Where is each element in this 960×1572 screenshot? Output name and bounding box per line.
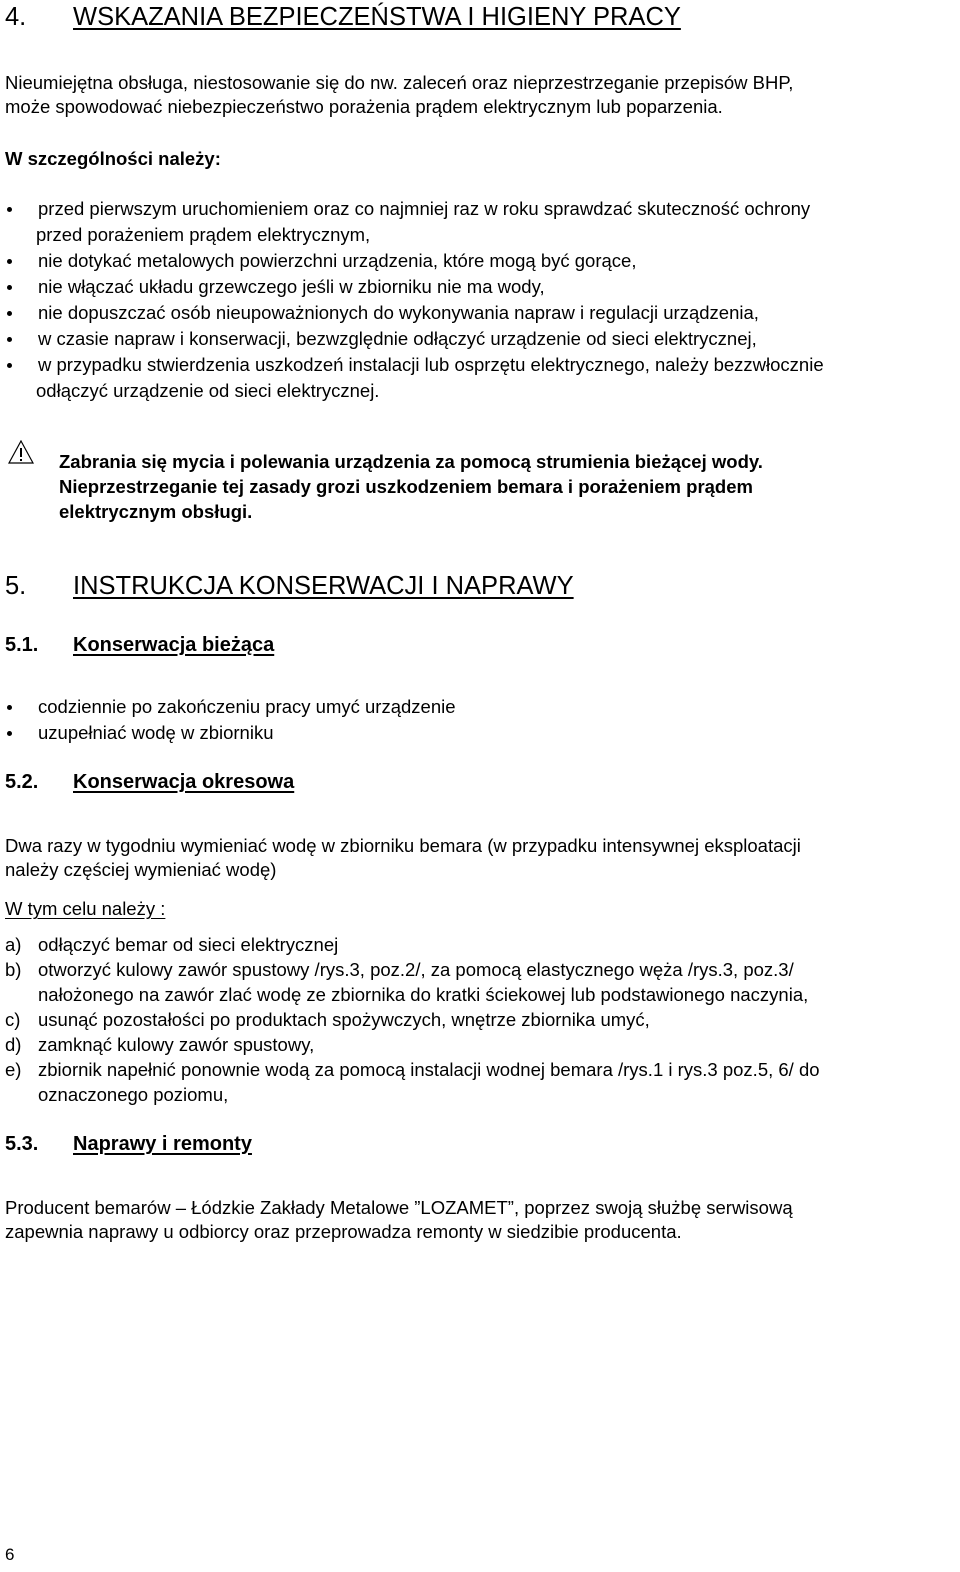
section-4-number: 4. — [5, 3, 27, 31]
section-5-1-title: Konserwacja bieżąca — [73, 634, 275, 656]
section-5-3-heading — [5, 1134, 252, 1154]
page-number: 6 — [5, 1545, 15, 1564]
list-item: w przypadku stwierdzenia uszkodzeń instalacji lub osprzętu elektrycznego, należy bezzwłocznie odłączyć urządzenie od sieci elektrycznej. — [0, 352, 824, 404]
section-4-heading — [5, 5, 681, 31]
safety-list — [0, 196, 824, 404]
list-item: e) zbiornik napełnić ponownie wodą za pomocą instalacji wodnej bemara /rys.1 i rys.3 poz.5, 6/ do oznaczonego poziomu, — [5, 1059, 820, 1105]
intro-line-2: może spowodować niebezpieczeństwo porażenia prądem elektrycznym lub poparzenia. — [5, 96, 723, 117]
section-5-1-number: 5.1. — [5, 634, 39, 656]
section-5-2-heading — [5, 772, 294, 792]
section-5-title: INSTRUKCJA KONSERWACJI I NAPRAWY — [73, 572, 574, 600]
section-5-2-title: Konserwacja okresowa — [73, 771, 295, 793]
list-item: c) usunąć pozostałości po produktach spożywczych, wnętrze zbiornika umyć, — [5, 1009, 650, 1030]
intro-line-1: Nieumiejętna obsługa, niestosowanie się do nw. zaleceń oraz nieprzestrzeganie przepisów BHP, — [5, 72, 794, 93]
section-5-2-number: 5.2. — [5, 771, 39, 793]
daily-maintenance-list — [0, 694, 456, 746]
section-4-title: WSKAZANIA BEZPIECZEŃSTWA I HIGIENY PRACY — [73, 3, 681, 31]
warning-line-1: Zabrania się mycia i polewania urządzenia za pomocą strumienia bieżącej wody. — [59, 451, 763, 472]
bullet-icon — [7, 259, 12, 264]
list-item: nie dotykać metalowych powierzchni urządzenia, które mogą być gorące, — [0, 248, 824, 274]
bullet-icon — [7, 731, 12, 736]
list-item: codziennie po zakończeniu pracy umyć urządzenie — [0, 694, 456, 720]
section-5-1-heading — [5, 635, 274, 655]
bullet-icon — [7, 705, 12, 710]
section-5-heading — [5, 574, 574, 600]
warning-line-2: Nieprzestrzeganie tej zasady grozi uszkodzeniem bemara i porażeniem prądem — [59, 476, 753, 497]
periodic-steps-list — [0, 932, 820, 1107]
bullet-icon — [7, 285, 12, 290]
warning-triangle-icon — [8, 440, 34, 464]
section-4-intro — [5, 71, 793, 119]
warning-text — [59, 449, 763, 524]
list-item: b) otworzyć kulowy zawór spustowy /rys.3, poz.2/, za pomocą elastycznego węża /rys.3, poz.3/ nałożonego na zawór zlać wodę ze zbiornika do kratki ściekowej lub podstawionego naczynia, — [5, 959, 809, 1005]
list-item: a) odłączyć bemar od sieci elektrycznej — [5, 934, 339, 955]
repairs-paragraph: Producent bemarów – Łódzkie Zakłady Metalowe ”LOZAMET”, poprzez swoją służbę serwisową zapewnia naprawy u odbiorcy oraz przeprowadza remonty w siedzibie producenta. — [5, 1197, 793, 1242]
bullet-icon — [7, 207, 12, 212]
section-5-3-number: 5.3. — [5, 1133, 39, 1155]
in-particular-label: W szczególności należy: — [5, 148, 221, 169]
list-item: przed pierwszym uruchomieniem oraz co najmniej raz w roku sprawdzać skuteczność ochrony przed porażeniem prądem elektrycznym, — [0, 196, 824, 248]
list-item: uzupełniać wodę w zbiorniku — [0, 720, 456, 746]
warning-line-3: elektrycznym obsługi. — [59, 501, 253, 522]
section-5-3-title: Naprawy i remonty — [73, 1133, 252, 1155]
list-item: nie dopuszczać osób nieupoważnionych do wykonywania napraw i regulacji urządzenia, — [0, 300, 824, 326]
bullet-icon — [7, 311, 12, 316]
periodic-maintenance-paragraph: Dwa razy w tygodniu wymieniać wodę w zbiorniku bemara (w przypadku intensywnej eksploatacji należy częściej wymieniać wodę) — [5, 835, 801, 880]
list-item: nie włączać układu grzewczego jeśli w zbiorniku nie ma wody, — [0, 274, 824, 300]
purpose-label: W tym celu należy : — [5, 898, 166, 919]
list-item: w czasie napraw i konserwacji, bezwzględnie odłączyć urządzenie od sieci elektrycznej, — [0, 326, 824, 352]
section-5-number: 5. — [5, 572, 27, 600]
bullet-icon — [7, 337, 12, 342]
list-item: d) zamknąć kulowy zawór spustowy, — [5, 1034, 315, 1055]
bullet-icon — [7, 363, 12, 368]
